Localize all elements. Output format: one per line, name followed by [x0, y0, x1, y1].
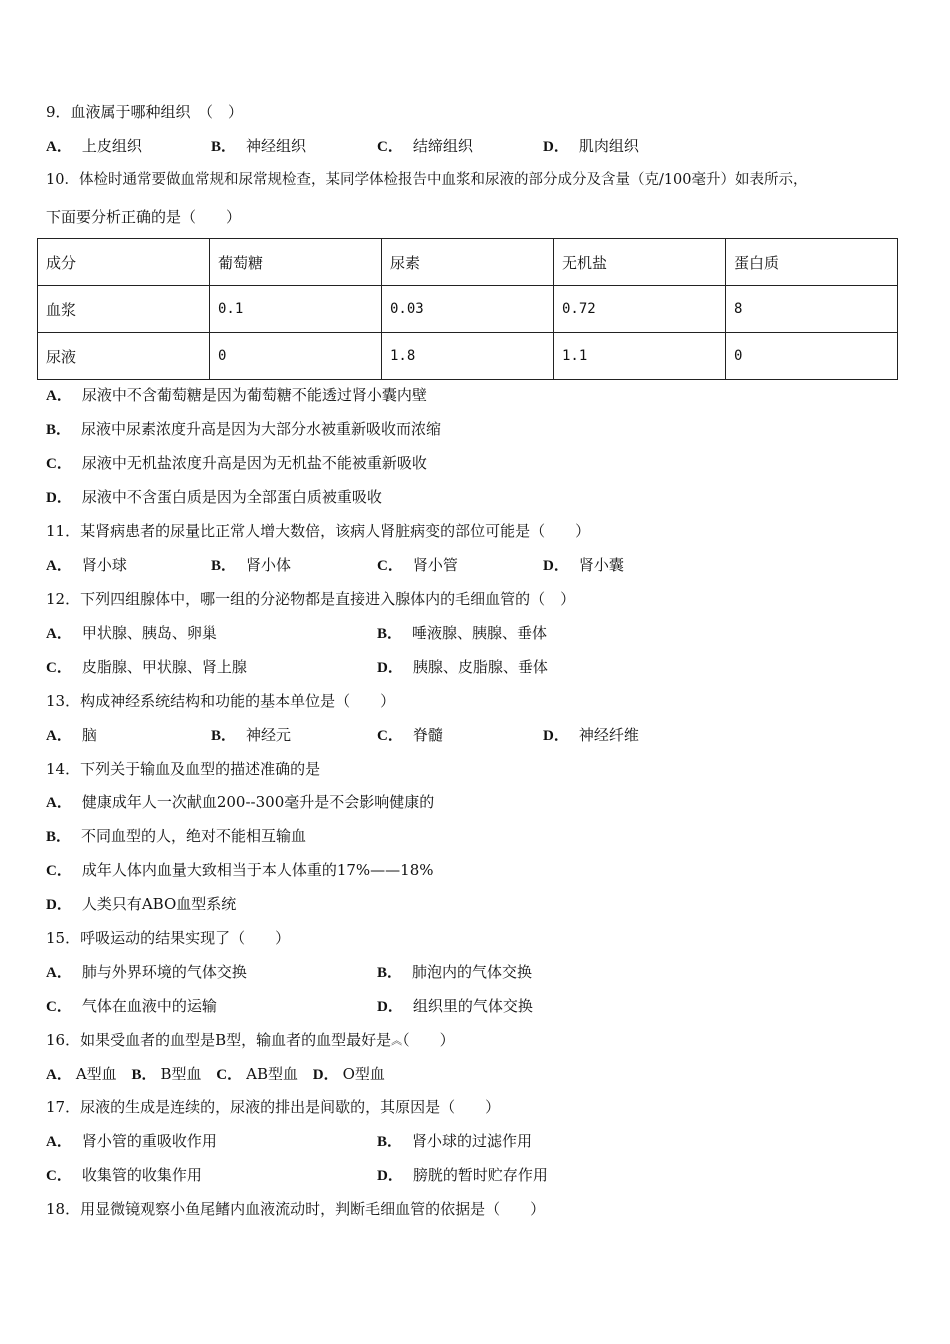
q15-option-a — [46, 962, 247, 983]
option-text: 肾小囊 — [578, 556, 624, 574]
q11-option-d — [543, 555, 624, 576]
option-label: B． — [211, 728, 237, 744]
table-header-cell: 尿素 — [382, 239, 554, 286]
option-label: D． — [377, 660, 403, 676]
table-row — [38, 333, 898, 380]
q17-option-d — [377, 1165, 548, 1186]
option-label: C． — [46, 456, 72, 472]
q10-option-b — [46, 419, 441, 440]
option-label: B． — [377, 626, 403, 642]
option-text: O型血 — [342, 1065, 385, 1083]
q11-option-c — [377, 555, 458, 576]
option-text: 组织里的气体交换 — [412, 997, 533, 1015]
table-header-row — [38, 239, 898, 286]
q13-option-c — [377, 725, 443, 746]
table-header-cell: 无机盐 — [554, 239, 726, 286]
q17-option-a — [46, 1131, 217, 1152]
q9-option-c — [377, 136, 473, 157]
table-header-cell: 蛋白质 — [726, 239, 898, 286]
option-text: 上皮组织 — [81, 137, 142, 155]
option-label: D． — [377, 1168, 403, 1184]
option-text: 肾小管 — [412, 556, 458, 574]
option-text: 人类只有ABO血型系统 — [81, 895, 237, 913]
option-label: A． — [46, 558, 72, 574]
option-text: 尿液中不含葡萄糖是因为葡萄糖不能透过肾小囊内壁 — [81, 386, 427, 404]
q17-option-c — [46, 1165, 202, 1186]
question-9-stem: 9．血液属于哪种组织 （ ） — [46, 103, 244, 121]
question-17-stem: 17．尿液的生成是连续的，尿液的排出是间歇的，其原因是（ ） — [46, 1098, 501, 1116]
q14-option-c — [46, 860, 434, 881]
q10-option-d — [46, 487, 382, 508]
option-text: 肺泡内的气体交换 — [412, 963, 533, 981]
option-label: B． — [377, 1134, 403, 1150]
table-cell: 0 — [726, 333, 898, 380]
option-label: C． — [46, 660, 72, 676]
option-label: A． — [46, 728, 72, 744]
option-text: 脊髓 — [412, 726, 443, 744]
option-text: 健康成年人一次献血200--300毫升是不会影响健康的 — [81, 793, 435, 811]
option-text: 收集管的收集作用 — [81, 1166, 202, 1184]
option-label: A． — [46, 1134, 72, 1150]
q16-option-c — [216, 1065, 298, 1083]
option-text: B型血 — [160, 1065, 202, 1083]
caret-mark-icon: ︽ — [391, 1034, 403, 1047]
question-16-stem — [46, 1030, 455, 1051]
option-label: A． — [46, 388, 72, 404]
q12-option-d — [377, 657, 548, 678]
question-15-stem: 15．呼吸运动的结果实现了（ ） — [46, 929, 291, 947]
q15-option-c — [46, 996, 217, 1017]
option-text: 神经纤维 — [578, 726, 639, 744]
option-text: 甲状腺、胰岛、卵巢 — [81, 624, 217, 642]
question-16-stem-text: 16．如果受血者的血型是B型，输血者的血型最好是 — [46, 1031, 392, 1049]
option-label: B． — [377, 965, 403, 981]
option-text: 不同血型的人，绝对不能相互输血 — [81, 827, 307, 845]
option-label: D． — [46, 490, 72, 506]
option-text: 神经元 — [246, 726, 292, 744]
q16-options — [46, 1064, 385, 1085]
option-label: C． — [377, 728, 403, 744]
option-label: D． — [543, 558, 569, 574]
table-cell: 血浆 — [38, 286, 210, 333]
table-cell: 0.03 — [382, 286, 554, 333]
q12-option-b — [377, 623, 547, 644]
option-label: C． — [377, 139, 403, 155]
q11-option-b — [211, 555, 291, 576]
q16-option-b — [131, 1065, 201, 1083]
option-label: D． — [312, 1067, 339, 1083]
q9-option-d — [543, 136, 639, 157]
table-cell: 0 — [210, 333, 382, 380]
option-label: B． — [211, 139, 237, 155]
option-label: B． — [46, 829, 72, 845]
option-text: 脑 — [81, 726, 97, 744]
option-label: C． — [46, 1168, 72, 1184]
table-cell: 尿液 — [38, 333, 210, 380]
option-label: B． — [46, 422, 72, 438]
q13-option-d — [543, 725, 639, 746]
question-10-stem-line2: 下面要分析正确的是（ ） — [46, 208, 242, 226]
option-text: 肾小球的过滤作用 — [412, 1132, 533, 1150]
option-text: 成年人体内血量大致相当于本人体重的17%——18% — [81, 861, 434, 879]
q13-option-a — [46, 725, 97, 746]
option-text: 结缔组织 — [412, 137, 473, 155]
q13-option-b — [211, 725, 291, 746]
option-label: D． — [377, 999, 403, 1015]
option-text: 尿液中不含蛋白质是因为全部蛋白质被重吸收 — [81, 488, 382, 506]
table-cell: 1.1 — [554, 333, 726, 380]
option-label: A． — [46, 965, 72, 981]
q14-option-a — [46, 792, 434, 813]
q14-option-d — [46, 894, 236, 915]
q12-option-a — [46, 623, 217, 644]
option-text: 神经组织 — [246, 137, 307, 155]
q16-option-d — [313, 1065, 385, 1083]
question-11-stem: 11．某肾病患者的尿量比正常人增大数倍，该病人肾脏病变的部位可能是（ ） — [46, 522, 591, 540]
option-label: B． — [211, 558, 237, 574]
option-label: A． — [46, 626, 72, 642]
q15-option-d — [377, 996, 533, 1017]
table-header-cell: 葡萄糖 — [210, 239, 382, 286]
option-text: A型血 — [75, 1065, 117, 1083]
q16-option-a — [46, 1065, 117, 1083]
option-text: 胰腺、皮脂腺、垂体 — [412, 658, 548, 676]
option-text: 肺与外界环境的气体交换 — [81, 963, 247, 981]
question-10-stem-line1: 10．体检时通常要做血常规和尿常规检查，某同学体检报告中血浆和尿液的部分成分及含量（克/100毫升）如表所示， — [46, 172, 808, 188]
q11-option-a — [46, 555, 127, 576]
table-cell: 1.8 — [382, 333, 554, 380]
option-label: C． — [216, 1067, 243, 1083]
option-label: D． — [543, 728, 569, 744]
option-label: D． — [543, 139, 569, 155]
option-text: AB型血 — [246, 1065, 298, 1083]
table-cell: 0.72 — [554, 286, 726, 333]
option-label: B． — [131, 1067, 157, 1083]
option-label: A． — [46, 795, 72, 811]
q10-option-a — [46, 385, 427, 406]
q17-option-b — [377, 1131, 532, 1152]
option-text: 肾小球 — [81, 556, 127, 574]
q15-option-b — [377, 962, 532, 983]
option-text: 肌肉组织 — [578, 137, 639, 155]
option-text: 肾小体 — [246, 556, 292, 574]
question-12-stem: 12．下列四组腺体中，哪一组的分泌物都是直接进入腺体内的毛细血管的（ ） — [46, 590, 576, 608]
table-header-cell: 成分 — [38, 239, 210, 286]
table-cell: 0.1 — [210, 286, 382, 333]
question-13-stem: 13．构成神经系统结构和功能的基本单位是（ ） — [46, 692, 396, 710]
option-text: 尿液中无机盐浓度升高是因为无机盐不能被重新吸收 — [81, 454, 427, 472]
option-label: C． — [46, 863, 72, 879]
option-text: 膀胱的暂时贮存作用 — [412, 1166, 548, 1184]
option-text: 唾液腺、胰腺、垂体 — [412, 624, 548, 642]
option-label: A． — [46, 139, 72, 155]
q12-option-c — [46, 657, 247, 678]
option-label: C． — [46, 999, 72, 1015]
table-cell: 8 — [726, 286, 898, 333]
question-14-stem: 14．下列关于输血及血型的描述准确的是 — [46, 760, 321, 778]
option-text: 皮脂腺、甲状腺、肾上腺 — [81, 658, 247, 676]
option-text: 肾小管的重吸收作用 — [81, 1132, 217, 1150]
q9-option-b — [211, 136, 306, 157]
option-label: D． — [46, 897, 72, 913]
q14-option-b — [46, 826, 306, 847]
question-16-stem-bracket: （ ） — [402, 1031, 455, 1049]
composition-table — [37, 238, 898, 380]
option-text: 尿液中尿素浓度升高是因为大部分水被重新吸收而浓缩 — [81, 420, 442, 438]
question-18-stem: 18．用显微镜观察小鱼尾鳍内血液流动时，判断毛细血管的依据是（ ） — [46, 1200, 546, 1218]
option-text: 气体在血液中的运输 — [81, 997, 217, 1015]
q10-option-c — [46, 453, 427, 474]
option-label: C． — [377, 558, 403, 574]
table-row — [38, 286, 898, 333]
q9-option-a — [46, 136, 142, 157]
option-label: A． — [46, 1067, 72, 1083]
